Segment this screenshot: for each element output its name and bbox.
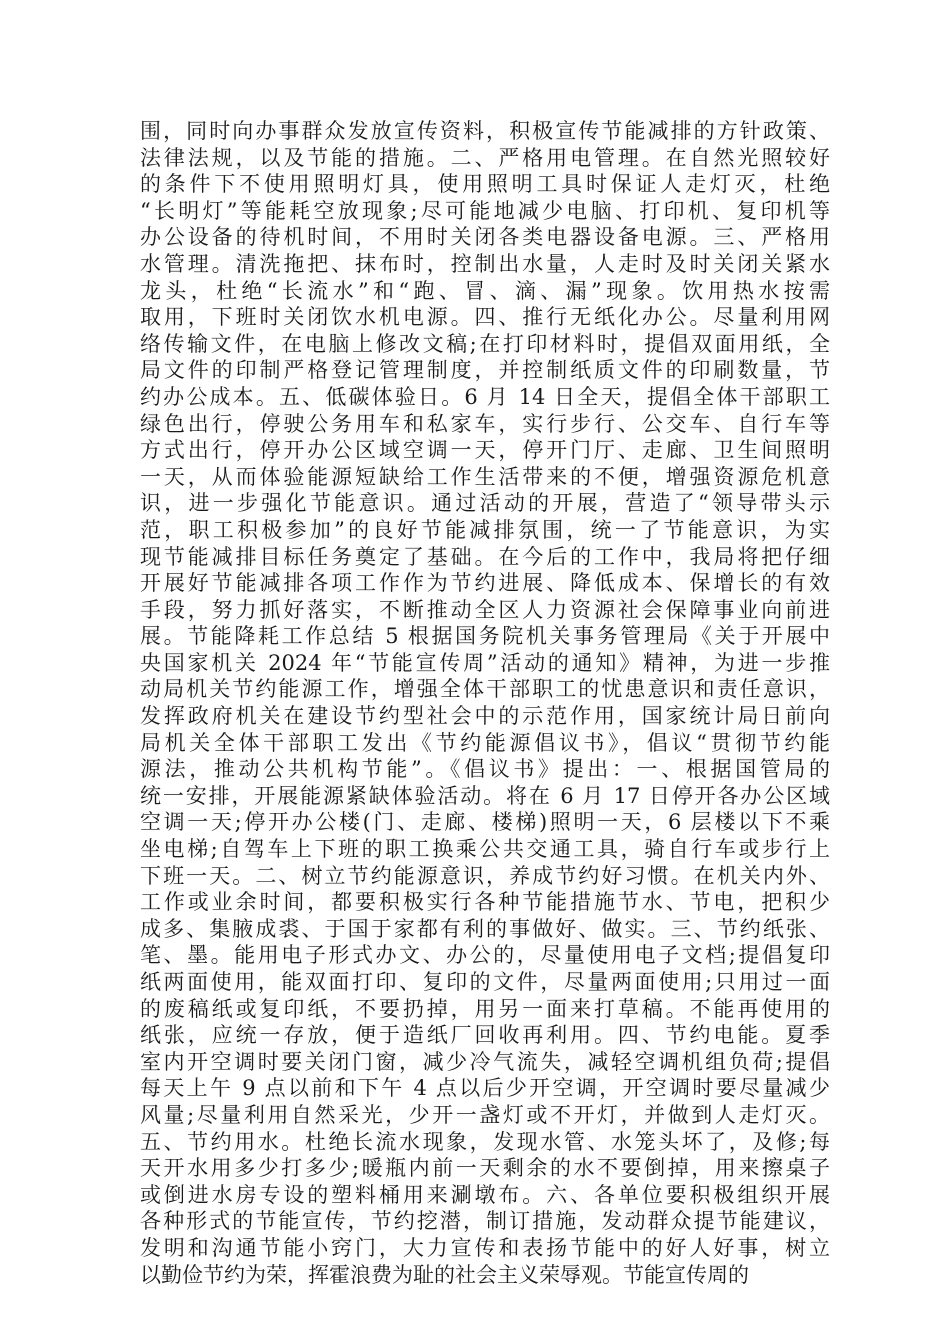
text-line: 天开水用多少打多少;暖瓶内前一天剩余的水不要倒掉，用来擦桌子 <box>140 1156 830 1181</box>
text-line: 局文件的印制严格登记管理制度，并控制纸质文件的印刷数量，节 <box>140 358 830 383</box>
text-line: 办公设备的待机时间，不用时关闭各类电器设备电源。三、严格用 <box>140 225 830 250</box>
text-line: 绿色出行，停驶公务用车和私家车，实行步行、公交车、自行车等 <box>140 411 830 436</box>
text-line: 成多、集腋成裘、于国于家都有利的事做好、做实。三、节约纸张、 <box>140 916 830 941</box>
text-line: 五、节约用水。杜绝长流水现象，发现水管、水笼头坏了，及修;每 <box>140 1129 830 1154</box>
text-line: 或倒进水房专设的塑料桶用来涮墩布。六、各单位要积极组织开展 <box>140 1182 830 1207</box>
text-line: 围，同时向办事群众发放宣传资料，积极宣传节能减排的方针政策、 <box>140 119 830 143</box>
text-line: 央国家机关 2024 年“节能宣传周”活动的通知》精神，为进一步推 <box>140 650 830 675</box>
text-line: 每天上午 9 点以前和下午 4 点以后少开空调，开空调时要尽量减少 <box>140 1076 830 1101</box>
text-line: 下班一天。二、树立节约能源意识，养成节约好习惯。在机关内外、 <box>140 863 830 888</box>
text-line: 的废稿纸或复印纸，不要扔掉，用另一面来打草稿。不能再使用的 <box>140 996 830 1021</box>
text-line: 取用，下班时关闭饮水机电源。四、推行无纸化办公。尽量利用网 <box>140 305 830 330</box>
text-line: “长明灯”等能耗空放现象;尽可能地减少电脑、打印机、复印机等 <box>140 198 830 223</box>
text-line: 发挥政府机关在建设节约型社会中的示范作用，国家统计局日前向 <box>140 704 830 729</box>
text-line: 室内开空调时要关闭门窗，减少冷气流失，减轻空调机组负荷;提倡 <box>140 1049 830 1074</box>
text-line: 纸两面使用，能双面打印、复印的文件，尽量两面使用;只用过一面 <box>140 970 830 994</box>
text-line: 统一安排，开展能源紧缺体验活动。将在 6 月 17 日停开各办公区域 <box>140 783 830 808</box>
text-line: 源法，推动公共机构节能”。《倡议书》提出：一、根据国管局的 <box>140 757 830 782</box>
body-text <box>140 118 830 1288</box>
text-line: 手段，努力抓好落实，不断推动全区人力资源社会保障事业向前进 <box>140 597 830 622</box>
text-line: 水管理。清洗拖把、抹布时，控制出水量，人走时及时关闭关紧水 <box>140 251 830 276</box>
text-line: 范，职工积极参加”的良好节能减排氛围，统一了节能意识，为实 <box>140 517 830 542</box>
text-line: 发明和沟通节能小窍门，大力宣传和表扬节能中的好人好事，树立 <box>140 1235 830 1260</box>
text-line: 法律法规，以及节能的措施。二、严格用电管理。在自然光照较好 <box>140 145 830 170</box>
text-line: 开展好节能减排各项工作作为节约进展、降低成本、保增长的有效 <box>140 571 830 596</box>
text-line: 动局机关节约能源工作，增强全体干部职工的忧患意识和责任意识， <box>140 677 830 702</box>
text-line: 各种形式的节能宣传，节约挖潜，制订措施，发动群众提节能建议， <box>140 1209 830 1234</box>
text-line: 以勤俭节约为荣，挥霍浪费为耻的社会主义荣辱观。节能宣传周的 <box>140 1262 749 1287</box>
text-line: 笔、墨。能用电子形式办文、办公的，尽量使用电子文档;提倡复印 <box>140 943 830 968</box>
text-line: 识，进一步强化节能意识。通过活动的开展，营造了“领导带头示 <box>140 491 830 516</box>
text-line: 空调一天;停开办公楼(门、走廊、楼梯)照明一天，6 层楼以下不乘 <box>140 810 830 835</box>
text-line: 约办公成本。五、低碳体验日。6 月 14 日全天，提倡全体干部职工 <box>140 384 830 409</box>
text-line: 坐电梯;自驾车上下班的职工换乘公共交通工具，骑自行车或步行上 <box>140 837 830 862</box>
text-line: 工作或业余时间，都要积极实行各种节能措施节水、节电，把积少 <box>140 890 830 915</box>
text-line: 风量;尽量利用自然采光，少开一盏灯或不开灯，并做到人走灯灭。 <box>140 1102 830 1127</box>
text-line: 展。节能降耗工作总结 5 根据国务院机关事务管理局《关于开展中 <box>140 624 830 649</box>
text-line: 局机关全体干部职工发出《节约能源倡议书》，倡议“贯彻节约能 <box>140 730 830 755</box>
text-line: 一天，从而体验能源短缺给工作生活带来的不便，增强资源危机意 <box>140 464 830 489</box>
text-line: 现节能减排目标任务奠定了基础。在今后的工作中，我局将把仔细 <box>140 544 830 569</box>
text-line: 龙头，杜绝“长流水”和“跑、冒、滴、漏”现象。饮用热水按需 <box>140 278 830 303</box>
text-line: 的条件下不使用照明灯具，使用照明工具时保证人走灯灭，杜绝 <box>140 172 830 197</box>
text-line: 方式出行，停开办公区域空调一天，停开门厅、走廊、卫生间照明 <box>140 438 830 463</box>
text-line: 络传输文件，在电脑上修改文稿;在打印材料时，提倡双面用纸，全 <box>140 331 830 356</box>
text-line: 纸张，应统一存放，便于造纸厂回收再利用。四、节约电能。夏季 <box>140 1023 830 1048</box>
